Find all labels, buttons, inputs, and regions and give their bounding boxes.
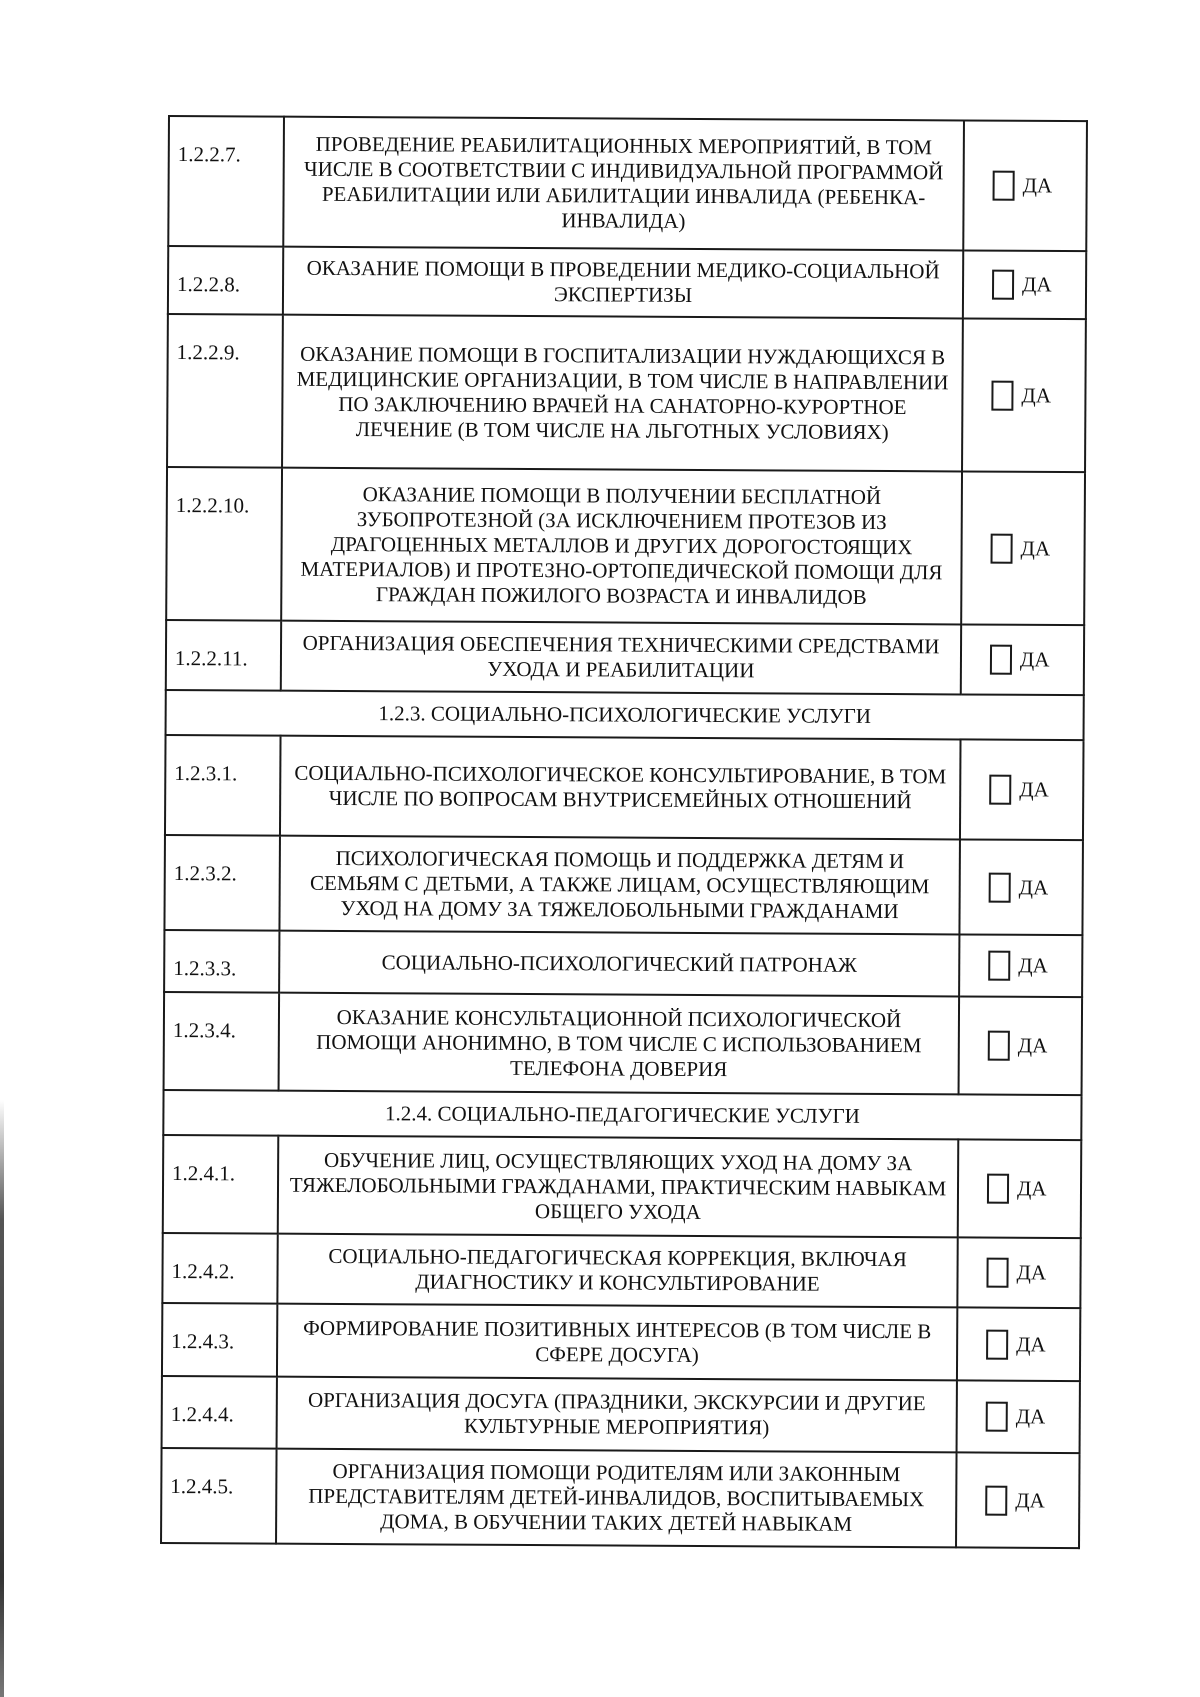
checkbox-cell[interactable] <box>957 1307 1080 1381</box>
checkbox-label: ДА <box>1018 953 1048 978</box>
item-number: 1.2.4.2. <box>162 1233 277 1304</box>
checkbox-cell[interactable] <box>962 318 1086 472</box>
service-description: ОРГАНИЗАЦИЯ ОБЕСПЕЧЕНИЯ ТЕХНИЧЕСКИМИ СРЕДСТВАМИ УХОДА И РЕАБИЛИТАЦИИ <box>281 621 961 695</box>
service-description: ОРГАНИЗАЦИЯ ПОМОЩИ РОДИТЕЛЯМ ИЛИ ЗАКОННЫМ ПРЕДСТАВИТЕЛЯМ ДЕТЕЙ-ИНВАЛИДОВ, ВОСПИТЫВАЕМЫХ ДОМА, В ОБУЧЕНИИ ТАКИХ ДЕТЕЙ НАВЫКАМ <box>276 1449 957 1548</box>
checkbox-icon[interactable] <box>987 1174 1009 1204</box>
table-row <box>168 116 1087 251</box>
checkbox-cell[interactable] <box>957 1380 1080 1453</box>
section-header-row <box>166 690 1084 740</box>
table-row <box>167 314 1086 472</box>
service-description: ПСИХОЛОГИЧЕСКАЯ ПОМОЩЬ И ПОДДЕРЖКА ДЕТЯМ И СЕМЬЯМ С ДЕТЬМИ, А ТАКЖЕ ЛИЦАМ, ОСУЩЕСТВЛЯЮЩИМ УХОД НА ДОМУ ЗА ТЯЖЕЛОБОЛЬНЫМИ ГРАЖДАНАМИ <box>279 836 960 935</box>
checkbox-cell[interactable] <box>959 934 1082 997</box>
checkbox-icon[interactable] <box>986 1329 1008 1359</box>
checkbox-label: ДА <box>1020 535 1051 560</box>
table-row <box>168 246 1086 319</box>
checkbox-label: ДА <box>1022 173 1053 198</box>
checkbox-label: ДА <box>1015 1487 1045 1512</box>
checkbox-cell[interactable] <box>958 1139 1082 1238</box>
section-title: 1.2.4. СОЦИАЛЬНО-ПЕДАГОГИЧЕСКИЕ УСЛУГИ <box>163 1090 1081 1140</box>
table-row <box>166 467 1085 625</box>
checkbox-cell[interactable] <box>963 250 1086 319</box>
checkbox-cell[interactable] <box>961 471 1085 625</box>
item-number: 1.2.4.1. <box>163 1135 279 1234</box>
checkbox-cell[interactable] <box>961 624 1084 695</box>
checkbox-label: ДА <box>1017 1033 1048 1058</box>
checkbox-label: ДА <box>1015 1404 1046 1429</box>
service-description: ОКАЗАНИЕ ПОМОЩИ В ПОЛУЧЕНИИ БЕСПЛАТНОЙ ЗУБОПРОТЕЗНОЙ (ЗА ИСКЛЮЧЕНИЕМ ПРОТЕЗОВ ИЗ ДРАГОЦЕННЫХ МЕТАЛЛОВ И ДРУГИХ ДОРОГОСТОЯЩИХ МАТЕРИАЛОВ) И ПРОТЕЗНО-ОРТОПЕДИЧЕСКОЙ ПОМОЩИ ДЛЯ ГРАЖДАН ПОЖИЛОГО ВОЗРАСТА И ИНВАЛИДОВ <box>281 468 962 625</box>
item-number: 1.2.3.4. <box>164 992 280 1091</box>
service-description: ОРГАНИЗАЦИЯ ДОСУГА (ПРАЗДНИКИ, ЭКСКУРСИИ И ДРУГИЕ КУЛЬТУРНЫЕ МЕРОПРИЯТИЯ) <box>277 1377 957 1453</box>
scan-edge-shadow <box>0 1100 4 1697</box>
table-row <box>164 992 1083 1095</box>
item-number: 1.2.4.5. <box>161 1448 277 1544</box>
service-description: СОЦИАЛЬНО-ПСИХОЛОГИЧЕСКОЕ КОНСУЛЬТИРОВАНИЕ, В ТОМ ЧИСЛЕ ПО ВОПРОСАМ ВНУТРИСЕМЕЙНЫХ ОТНОШЕНИЙ <box>280 736 961 840</box>
checkbox-icon[interactable] <box>989 872 1011 902</box>
item-number: 1.2.2.10. <box>166 467 282 621</box>
item-number: 1.2.2.7. <box>168 116 284 247</box>
item-number: 1.2.2.8. <box>168 246 283 315</box>
service-description: СОЦИАЛЬНО-ПЕДАГОГИЧЕСКАЯ КОРРЕКЦИЯ, ВКЛЮЧАЯ ДИАГНОСТИКУ И КОНСУЛЬТИРОВАНИЕ <box>277 1234 957 1308</box>
checkbox-label: ДА <box>1016 1331 1046 1356</box>
section-header-row <box>163 1090 1081 1140</box>
checkbox-cell[interactable] <box>960 739 1084 840</box>
checkbox-icon[interactable] <box>986 1402 1008 1432</box>
checkbox-icon[interactable] <box>991 533 1013 563</box>
service-description: СОЦИАЛЬНО-ПСИХОЛОГИЧЕСКИЙ ПАТРОНАЖ <box>279 931 959 997</box>
item-number: 1.2.3.3. <box>164 930 279 993</box>
table-row <box>164 930 1082 997</box>
checkbox-icon[interactable] <box>988 951 1010 981</box>
checkbox-label: ДА <box>1016 1260 1047 1285</box>
checkbox-icon[interactable] <box>989 775 1011 805</box>
item-number: 1.2.3.1. <box>165 735 281 836</box>
checkbox-icon[interactable] <box>988 1031 1010 1061</box>
checkbox-icon[interactable] <box>993 171 1015 201</box>
service-description: ОКАЗАНИЕ ПОМОЩИ В ПРОВЕДЕНИИ МЕДИКО-СОЦИАЛЬНОЙ ЭКСПЕРТИЗЫ <box>283 247 963 319</box>
service-description: ФОРМИРОВАНИЕ ПОЗИТИВНЫХ ИНТЕРЕСОВ (В ТОМ ЧИСЛЕ В СФЕРЕ ДОСУГА) <box>277 1304 957 1381</box>
checkbox-cell[interactable] <box>959 996 1083 1095</box>
checkbox-icon[interactable] <box>992 270 1014 300</box>
checkbox-label: ДА <box>1022 272 1052 297</box>
item-number: 1.2.2.11. <box>166 620 281 691</box>
table-row <box>162 1233 1080 1308</box>
checkbox-label: ДА <box>1021 382 1052 407</box>
checkbox-cell[interactable] <box>957 1237 1080 1308</box>
checkbox-cell[interactable] <box>959 839 1083 935</box>
services-table <box>160 115 1088 1549</box>
service-description: ОКАЗАНИЕ КОНСУЛЬТАЦИОННОЙ ПСИХОЛОГИЧЕСКОЙ ПОМОЩИ АНОНИМНО, В ТОМ ЧИСЛЕ С ИСПОЛЬЗОВАНИЕМ ТЕЛЕФОНА ДОВЕРИЯ <box>279 993 960 1095</box>
table-row <box>162 1376 1080 1453</box>
checkbox-cell[interactable] <box>956 1452 1080 1548</box>
table-row <box>164 835 1083 935</box>
service-description: ПРОВЕДЕНИЕ РЕАБИЛИТАЦИОННЫХ МЕРОПРИЯТИЙ, В ТОМ ЧИСЛЕ В СООТВЕТСТВИИ С ИНДИВИДУАЛЬНОЙ ПРОГРАММОЙ РЕАБИЛИТАЦИИ ИЛИ АБИЛИТАЦИИ ИНВАЛИДА (РЕБЕНКА-ИНВАЛИДА) <box>283 117 964 251</box>
section-title: 1.2.3. СОЦИАЛЬНО-ПСИХОЛОГИЧЕСКИЕ УСЛУГИ <box>166 690 1084 740</box>
service-description: ОБУЧЕНИЕ ЛИЦ, ОСУЩЕСТВЛЯЮЩИХ УХОД НА ДОМУ ЗА ТЯЖЕЛОБОЛЬНЫМИ ГРАЖДАНАМИ, ПРАКТИЧЕСКИМ НАВЫКАМ ОБЩЕГО УХОДА <box>278 1136 959 1238</box>
item-number: 1.2.4.3. <box>162 1303 277 1377</box>
item-number: 1.2.2.9. <box>167 314 283 468</box>
table-row <box>165 735 1084 840</box>
checkbox-label: ДА <box>1016 1176 1047 1201</box>
checkbox-icon[interactable] <box>990 645 1012 675</box>
checkbox-label: ДА <box>1019 777 1049 802</box>
checkbox-label: ДА <box>1019 647 1050 672</box>
item-number: 1.2.3.2. <box>164 835 280 931</box>
table-row <box>166 620 1084 695</box>
checkbox-icon[interactable] <box>985 1485 1007 1515</box>
checkbox-cell[interactable] <box>963 120 1087 251</box>
checkbox-icon[interactable] <box>991 380 1013 410</box>
table-row <box>161 1448 1080 1548</box>
table-row <box>163 1135 1082 1238</box>
item-number: 1.2.4.4. <box>162 1376 277 1449</box>
service-description: ОКАЗАНИЕ ПОМОЩИ В ГОСПИТАЛИЗАЦИИ НУЖДАЮЩИХСЯ В МЕДИЦИНСКИЕ ОРГАНИЗАЦИИ, В ТОМ ЧИСЛЕ В НАПРАВЛЕНИИ ПО ЗАКЛЮЧЕНИЮ ВРАЧЕЙ НА САНАТОРНО-КУРОРТНОЕ ЛЕЧЕНИЕ (В ТОМ ЧИСЛЕ НА ЛЬГОТНЫХ УСЛОВИЯХ) <box>282 315 963 472</box>
checkbox-icon[interactable] <box>986 1258 1008 1288</box>
table-row <box>162 1303 1080 1381</box>
checkbox-label: ДА <box>1018 874 1049 899</box>
